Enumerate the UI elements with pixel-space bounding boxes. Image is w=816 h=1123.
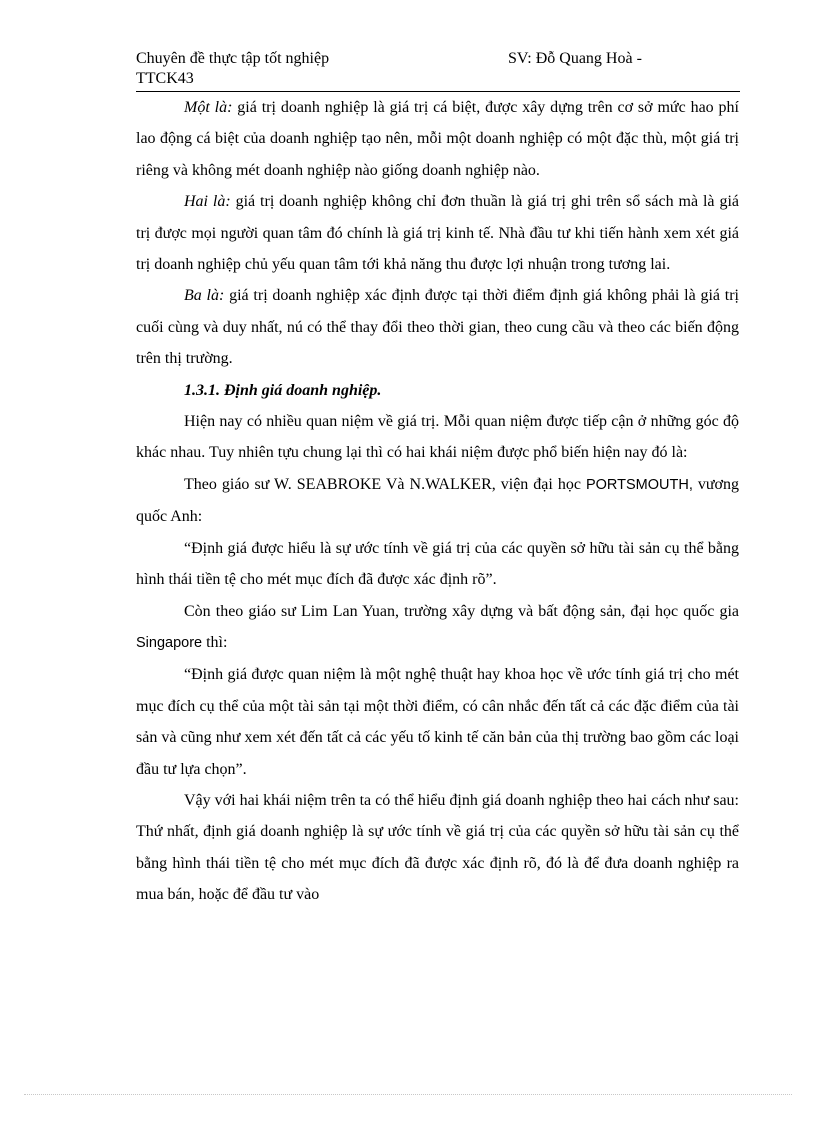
paragraph-five-text: Theo giáo sư W. SEABROKE Và N.WALKER, viện đại học xyxy=(184,475,586,493)
paragraph-seven-text-end: thì: xyxy=(202,633,228,651)
paragraph-six-quote: “Định giá được hiểu là sự ước tính về giá trị của các quyền sở hữu tài sản cụ thể bằng hình thái tiền tệ cho mét mục đích đã được xác định rõ”. xyxy=(136,539,739,589)
paragraph-five-portsmouth: PORTSMOUTH, xyxy=(585,476,693,493)
paragraph-two-lead: Hai là: xyxy=(184,193,231,211)
page-bottom-border xyxy=(24,1094,792,1095)
paragraph-three-lead: Ba là: xyxy=(184,287,225,305)
header-title: Chuyên đề thực tập tốt nghiệp xyxy=(136,50,330,67)
header-title-continued: TTCK43 xyxy=(136,70,194,87)
paragraph-eight-quote: “Định giá được quan niệm là một nghệ thuật hay khoa học về ước tính giá trị cho mét mục đích cụ thể của một tài sản tại một thời điểm, có cân nhắc đến tất cả các đặc điểm của tài sản và cũng như xem xét đến tất cả các yếu tố kinh tế căn bản của thị trường bao gồm các loại đầu tư lựa chọn”. xyxy=(136,666,739,778)
paragraph-seven xyxy=(136,596,739,660)
paragraph-seven-singapore: Singapore xyxy=(136,634,203,651)
paragraph-five xyxy=(136,469,739,533)
section-heading: 1.3.1. Định giá doanh nghiệp. xyxy=(184,381,382,399)
paragraph-nine: Vậy với hai khái niệm trên ta có thể hiểu định giá doanh nghiệp theo hai cách như sau: Thứ nhất, định giá doanh nghiệp là sự ước tính về giá trị của các quyền sở hữu tài sản cụ thể bằng hình thái tiền tệ cho mét mục đích đã được xác định rõ, đó là để đưa doanh nghiệp ra mua bán, hoặc để đầu tư vào xyxy=(136,791,739,904)
paragraph-seven-text: Còn theo giáo sư Lim Lan Yuan, trường xây dựng và bất động sản, đại học quốc gia xyxy=(184,602,739,620)
paragraph-one xyxy=(136,92,739,186)
paragraph-two xyxy=(136,186,739,280)
paragraph-one-lead: Một là: xyxy=(184,99,233,116)
document-body xyxy=(136,92,739,911)
paragraph-three-text: giá trị doanh nghiệp xác định được tại thời điểm định giá không phải là giá trị cuối cùng và duy nhất, nú có thể thay đổi theo thời gian, theo cung cầu và theo các biến động trên thị trường. xyxy=(136,287,740,368)
header-student: SV: Đỗ Quang Hoà - xyxy=(508,50,642,67)
paragraph-three xyxy=(136,280,739,374)
paragraph-five-text-end: vương quốc Anh: xyxy=(136,475,740,526)
paragraph-four: Hiện nay có nhiều quan niệm về giá trị. Mỗi quan niệm được tiếp cận ở những góc độ khác nhau. Tuy nhiên tựu chung lại thì có hai khái niệm được phổ biến hiện nay đó là: xyxy=(136,413,739,462)
paragraph-two-text: giá trị doanh nghiệp không chỉ đơn thuần là giá trị ghi trên sổ sách mà là giá trị được mọi người quan tâm đó chính là giá trị kinh tế. Nhà đầu tư khi tiến hành xem xét giá trị doanh nghiệp chủ yếu quan tâm tới khả năng thu được lợi nhuận trong tương lai. xyxy=(136,193,739,274)
paragraph-one-text: giá trị doanh nghiệp là giá trị cá biệt, được xây dựng trên cơ sở mức hao phí lao động cá biệt của doanh nghiệp tạo nên, mỗi một doanh nghiệp có một đặc thù, một giá trị riêng và không mét doanh nghiệp nào giống doanh nghiệp nào. xyxy=(136,99,739,179)
